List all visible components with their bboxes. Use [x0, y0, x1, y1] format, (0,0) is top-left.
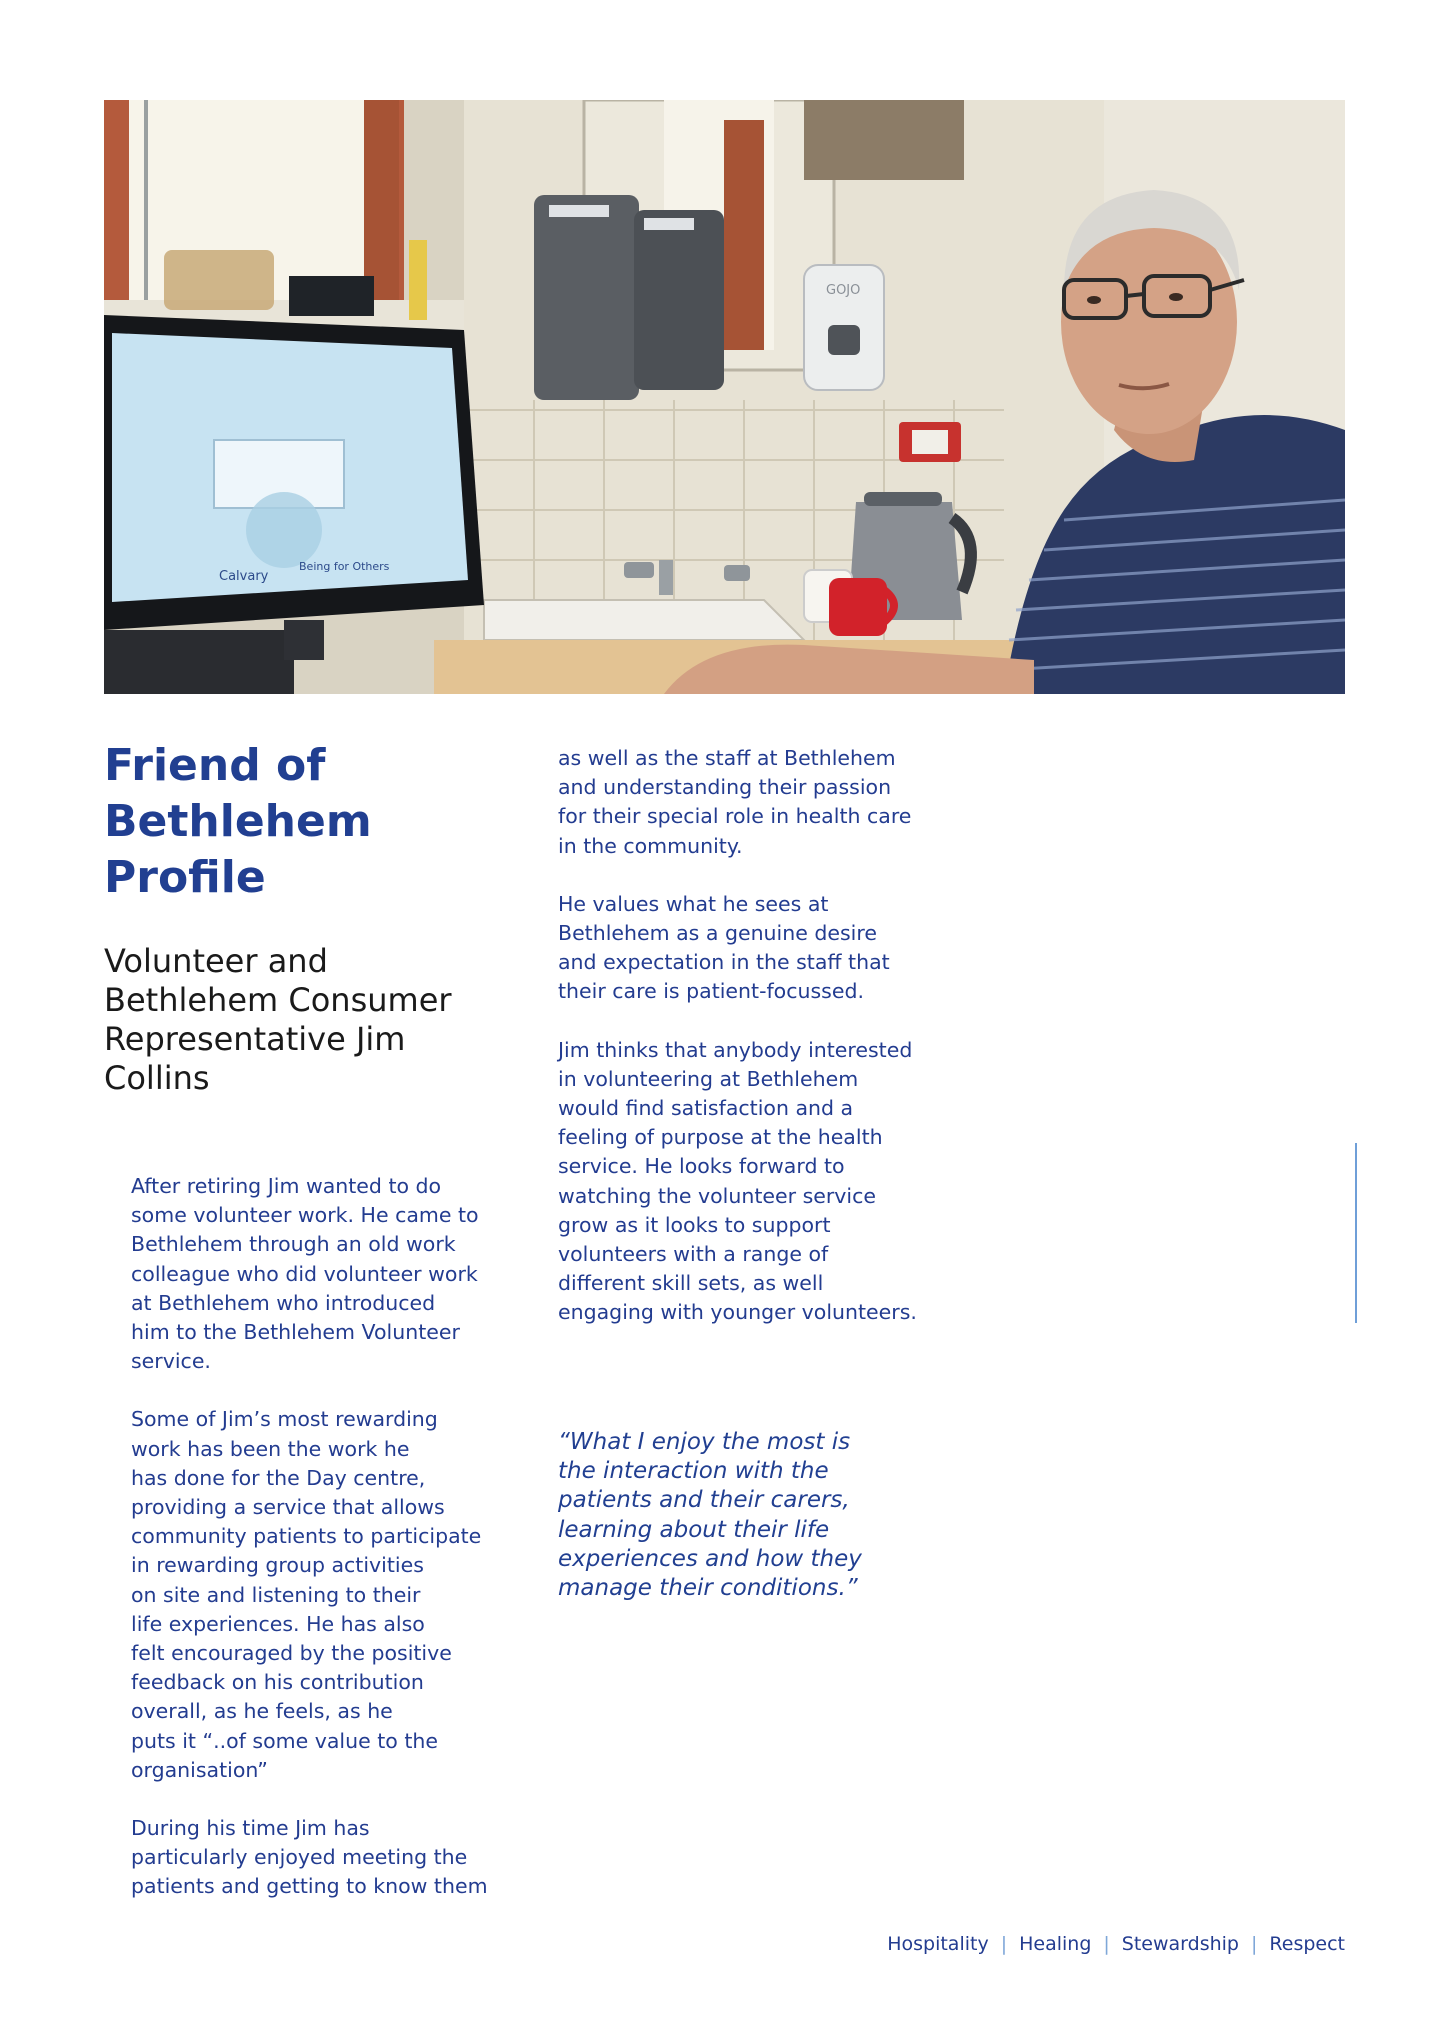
svg-text:Calvary: Calvary: [219, 569, 269, 584]
paragraph: He values what he sees at Bethlehem as a genuine desire and expectation in the staff that their care is patient-focussed.: [558, 891, 890, 1004]
svg-text:Being for Others: Being for Others: [299, 560, 390, 573]
decorative-divider: [1355, 1143, 1357, 1323]
body-column-left: [131, 1172, 511, 1931]
separator: |: [1251, 1933, 1258, 1955]
page-title: Friend of Bethlehem Profile: [104, 740, 372, 903]
paragraph: After retiring Jim wanted to do some volunteer work. He came to Bethlehem through an old work colleague who did volunteer work at Bethlehem who introduced him to the Bethlehem Volunteer service.: [131, 1174, 479, 1374]
footer-value: Stewardship: [1121, 1933, 1239, 1955]
paragraph: as well as the staff at Bethlehem and understanding their passion for their special role in health care in the community.: [558, 746, 912, 858]
paragraph: During his time Jim has particularly enjoyed meeting the patients and getting to know them: [131, 1816, 488, 1899]
body-column-middle: [558, 744, 938, 1357]
paragraph: Some of Jim’s most rewarding work has been the work he has done for the Day centre, providing a service that allows community patients to participate in rewarding group activities on site and listening to their life experiences. He has also felt encouraged by the positive feedback on his contribution overall, as he feels, as he puts it “..of some value to the organisation”: [131, 1407, 482, 1782]
footer-value: Respect: [1269, 1933, 1345, 1955]
profile-photo: [104, 100, 1345, 694]
footer-values: [887, 1933, 1345, 1955]
separator: |: [1000, 1933, 1008, 1955]
footer-value: Hospitality: [887, 1933, 989, 1955]
svg-text:GOJO: GOJO: [826, 283, 861, 298]
footer-value: Healing: [1019, 1933, 1092, 1955]
separator: |: [1103, 1933, 1110, 1955]
pull-quote: “What I enjoy the most is the interaction with the patients and their carers, learning about their life experiences and how they manage their conditions.”: [558, 1429, 862, 1602]
page-subtitle: Volunteer and Bethlehem Consumer Representative Jim Collins: [104, 942, 452, 1097]
paragraph: Jim thinks that anybody interested in volunteering at Bethlehem would find satisfaction and a feeling of purpose at the health service. He looks forward to watching the volunteer service grow as it looks to support volunteers with a range of different skill sets, as well engaging with younger volunteers.: [558, 1037, 917, 1325]
